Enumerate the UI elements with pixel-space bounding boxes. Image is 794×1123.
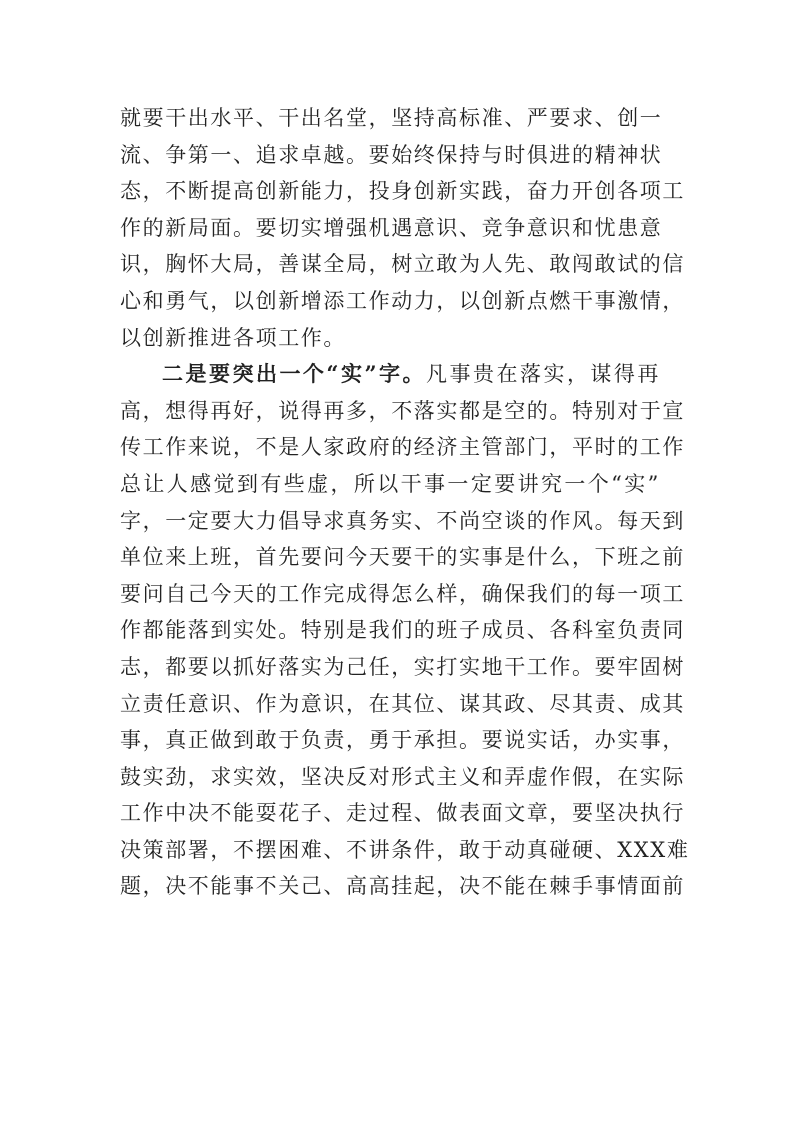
paragraph-practical (120, 356, 690, 905)
text-line: 单位来上班，首先要问今天要干的实事是什么，下班之前 (120, 545, 685, 570)
text-line: 志，都要以抓好落实为己任，实打实地干工作。要牢固树 (120, 654, 685, 679)
text-line: 心和勇气，以创新增添工作动力，以创新点燃干事激情， (120, 288, 685, 313)
text-line: 工作中决不能耍花子、走过程、做表面文章，要坚决执行 (120, 801, 685, 826)
text-line: 决策部署，不摆困难、不讲条件，敢于动真碰硬、XXX难 (120, 837, 690, 862)
section-heading: 二是要突出一个“实”字。 (162, 361, 427, 387)
text-line: 以创新推进各项工作。 (120, 325, 346, 350)
body-text (120, 100, 690, 905)
text-line: 作都能落到实处。特别是我们的班子成员、各科室负责同 (120, 618, 685, 643)
text-line: 流、争第一、追求卓越。要始终保持与时俱进的精神状 (120, 142, 663, 167)
text-line: 传工作来说，不是人家政府的经济主管部门，平时的工作 (120, 435, 685, 460)
text-line: 字，一定要大力倡导求真务实、不尚空谈的作风。每天到 (120, 508, 685, 533)
paragraph-innovation (120, 100, 685, 356)
text-line: 要问自己今天的工作完成得怎么样，确保我们的每一项工 (120, 581, 685, 606)
text-line: 鼓实劲，求实效，坚决反对形式主义和弄虚作假，在实际 (120, 764, 685, 789)
text-line: 就要干出水平、干出名堂，坚持高标准、严要求、创一 (120, 106, 663, 130)
text-line: 作的新局面。要切实增强机遇意识、竞争意识和忧患意 (120, 215, 663, 240)
text-line: 事，真正做到敢于负责，勇于承担。要说实话，办实事， (120, 728, 685, 753)
text-line: 题，决不能事不关己、高高挂起，决不能在棘手事情面前 (120, 874, 685, 899)
text-line: 态，不断提高创新能力，投身创新实践，奋力开创各项工 (120, 179, 685, 204)
text-line: 立责任意识、作为意识，在其位、谋其政、尽其责、成其 (120, 691, 685, 716)
text-line: 识，胸怀大局，善谋全局，树立敢为人先、敢闯敢试的信 (120, 252, 685, 277)
text-line: 高，想得再好，说得再多，不落实都是空的。特别对于宣 (120, 398, 685, 423)
text-line: 总让人感觉到有些虚，所以干事一定要讲究一个“实” (120, 471, 660, 496)
text-line (120, 356, 660, 393)
text-fragment: 凡事贵在落实，谋得再 (426, 362, 661, 387)
